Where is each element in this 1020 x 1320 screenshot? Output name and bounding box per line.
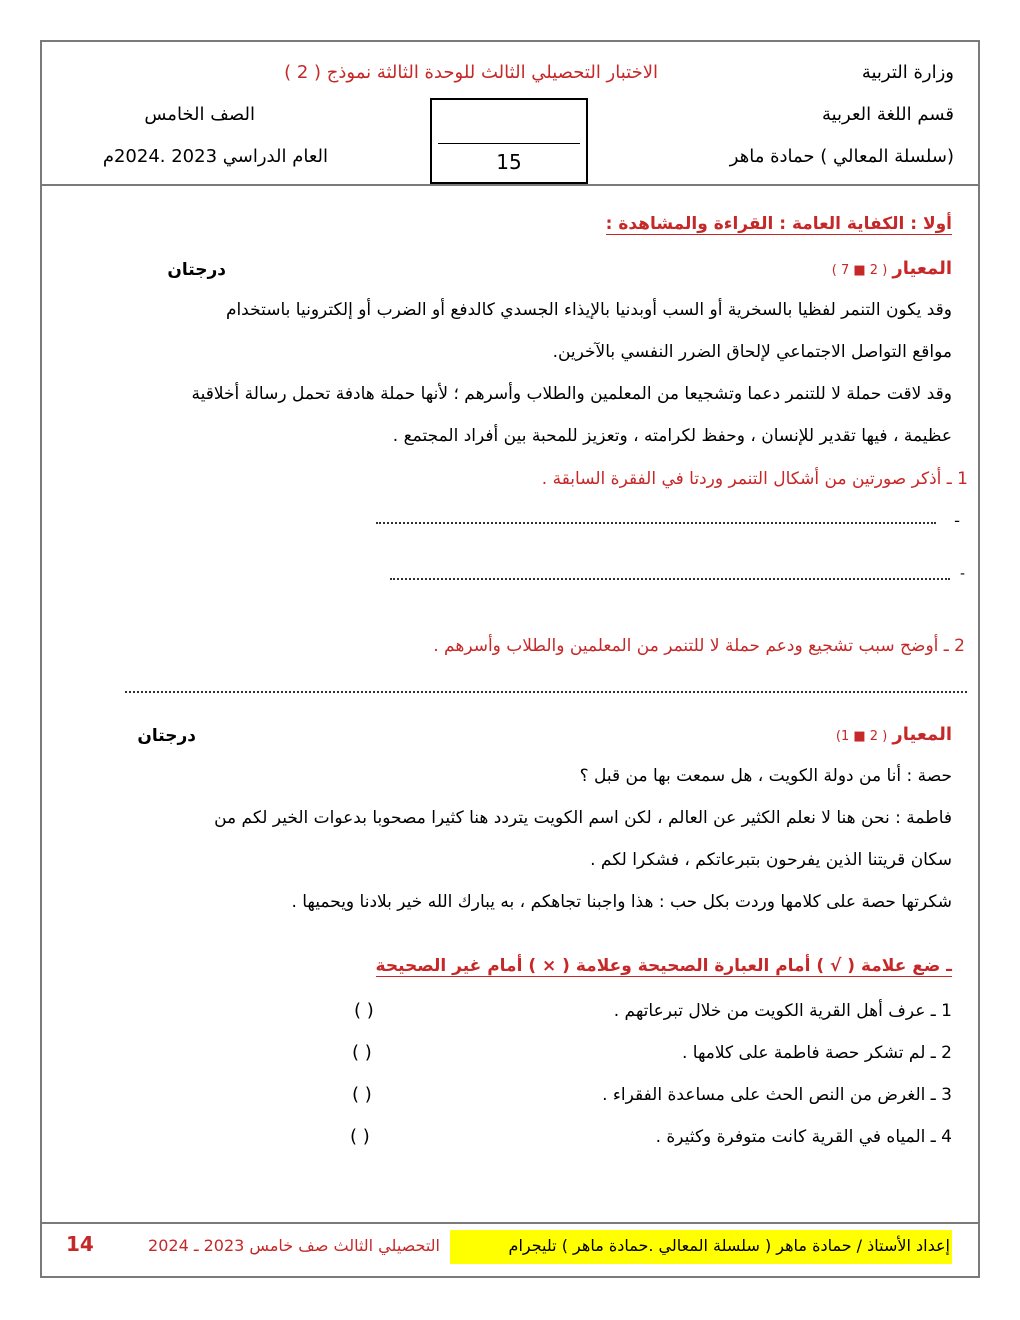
- paragraph-line-3: وقد لاقت حملة لا للتنمر دعما وتشجيعا من المعلمين والطلاب وأسرهم ؛ لأنها حملة هادفة تحمل رسالة أخلاقية: [191, 384, 952, 404]
- section-heading: أولا : الكفاية العامة : القراءة والمشاهدة :: [605, 214, 952, 234]
- criterion-1: [832, 258, 952, 279]
- ministry-name: وزارة التربية: [861, 62, 954, 83]
- score-total: 15: [496, 150, 522, 174]
- paragraph-line-4: عظيمة ، فيها تقدير للإنسان ، وحفظ لكرامته ، وتعزيز للمحبة بين أفراد المجتمع .: [392, 426, 952, 446]
- answer-line-2[interactable]: [125, 691, 967, 693]
- tf-item-3: 3 ـ الغرض من النص الحث على مساعدة الفقراء .: [602, 1085, 952, 1105]
- grade-label: الصف الخامس: [144, 104, 255, 125]
- criterion-code: ( 2 ■ 7 ): [831, 263, 888, 278]
- exam-title: الاختبار التحصيلي الثالث للوحدة الثالثة نموذج ( 2 ): [284, 62, 658, 83]
- tf-answer-4[interactable]: ( ): [350, 1126, 370, 1147]
- answer-dash-1b: -: [960, 566, 966, 582]
- question-2: 2 ـ أوضح سبب تشجيع ودعم حملة لا للتنمر من المعلمين والطلاب وأسرهم .: [433, 636, 965, 656]
- dialogue-line-1: حصة : أنا من دولة الكويت ، هل سمعت بها من قبل ؟: [579, 766, 952, 786]
- question-1: 1 ـ أذكر صورتين من أشكال التنمر وردتا في الفقرة السابقة .: [541, 469, 968, 489]
- header-divider: [40, 184, 980, 186]
- criterion-2: [836, 724, 952, 745]
- tf-answer-3[interactable]: ( ): [352, 1084, 372, 1105]
- page-number: 14: [66, 1232, 94, 1256]
- answer-line-1b[interactable]: [390, 578, 950, 580]
- series-name: (سلسلة المعالي ) حمادة ماهر: [729, 146, 954, 167]
- score-line: [438, 143, 580, 144]
- answer-line-1a[interactable]: [376, 522, 936, 524]
- paragraph-line-1: وقد يكون التنمر لفظيا بالسخرية أو السب أوبدنيا بالإيذاء الجسدي كالدفع أو الضرب أو إلكترونيا باستخدام: [225, 300, 952, 320]
- footer-divider: [40, 1222, 980, 1224]
- footer-course: التحصيلي الثالث صف خامس 2023 ـ 2024: [148, 1236, 440, 1255]
- score-box: [430, 98, 588, 184]
- criterion-label-2: المعيار: [892, 724, 952, 745]
- dialogue-line-2: فاطمة : نحن هنا لا نعلم الكثير عن العالم ، لكن اسم الكويت يتردد هنا كثيرا مصحوبا بدعوات الخير لكم من: [214, 808, 952, 828]
- footer-credit: إعداد الأستاذ / حمادة ماهر ( سلسلة المعالي .حمادة ماهر ) تليجرام: [508, 1236, 950, 1255]
- criterion-label: المعيار: [892, 258, 952, 279]
- tf-item-4: 4 ـ المياه في القرية كانت متوفرة وكثيرة .: [655, 1127, 952, 1147]
- dialogue-line-4: شكرتها حصة على كلامها وردت بكل حب : هذا واجبنا تجاهكم ، به يبارك الله خير بلادنا ويحميها .: [291, 892, 952, 912]
- marks-label-2: درجتان: [137, 726, 196, 746]
- dialogue-line-3: سكان قريتنا الذين يفرحون بتبرعاتكم ، فشكرا لكم .: [590, 850, 952, 870]
- paragraph-line-2: مواقع التواصل الاجتماعي لإلحاق الضرر النفسي بالآخرين.: [552, 342, 952, 362]
- marks-label-1: درجتان: [167, 260, 226, 280]
- answer-dash-1a: ـ: [955, 510, 960, 526]
- tf-instruction: ـ ضع علامة ( √ ) أمام العبارة الصحيحة وعلامة ( × ) أمام غير الصحيحة: [375, 956, 952, 976]
- tf-answer-1[interactable]: ( ): [354, 1000, 374, 1021]
- tf-answer-2[interactable]: ( ): [352, 1042, 372, 1063]
- tf-item-1: 1 ـ عرف أهل القرية الكويت من خلال تبرعاتهم .: [613, 1001, 952, 1021]
- tf-item-2: 2 ـ لم تشكر حصة فاطمة على كلامها .: [681, 1043, 952, 1063]
- criterion-code-2: ( 2 ■ 1): [835, 729, 888, 744]
- department-name: قسم اللغة العربية: [821, 104, 954, 125]
- academic-year: العام الدراسي 2023 .2024م: [102, 146, 328, 167]
